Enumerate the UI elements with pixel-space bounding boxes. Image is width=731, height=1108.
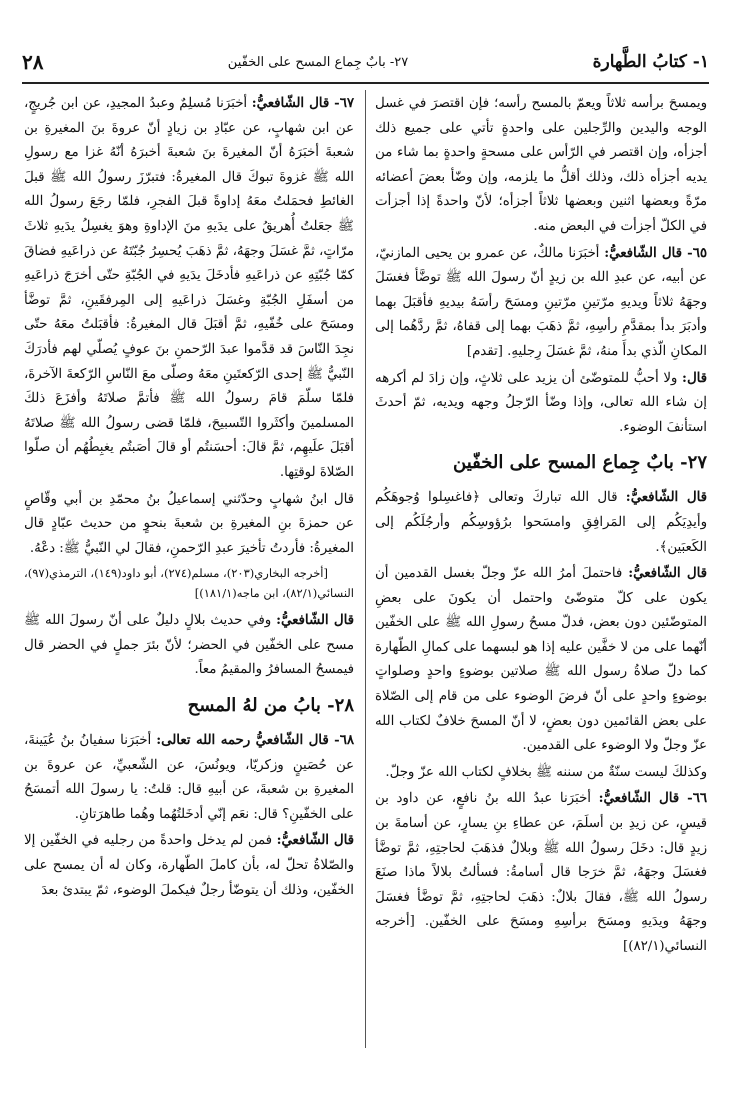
- left-column: [24, 92, 354, 905]
- paragraph-label: قال الشّافعيُّ:: [276, 613, 354, 629]
- hadith-label: ٦٨- قال الشّافعيُّ رحمه الله تعالى:: [156, 733, 354, 749]
- paragraph-text: قال الله تباركَ وتعالى ﴿فاغسِلوا وُجوهَكُم وأيدِيَكُم إلى المَرافِقِ وامسَحوا برُؤوسِكُم وأرجُلَكُم إلى الكَعبَين﴾.: [375, 490, 707, 555]
- paragraph-text: وفي حديث بلالٍ دليلٌ على أنّ رسولَ الله ﷺ مسح على الخفّين في الحضر؛ لأنّ بئرَ جملٍ في الحضر قال فيمسحُ المسافرُ والمقيمُ معاً.: [24, 613, 354, 678]
- paragraph: [375, 486, 707, 560]
- hadith-label: ٦٧- قال الشّافعيُّ:: [251, 96, 354, 111]
- hadith-67: [24, 92, 354, 486]
- paragraph-text: فاحتملَ أمرُ الله عزّ وجلّ بغسل القدمين أن يكون على كلّ متوضّئ واحتمل أن يكونَ على بعضِ المتوضّئين دون بعض، فدلّ مسحُ رسولِ الله ﷺ على الخفّين أنّهما على من لا خفَّين عليه إذا هو لبسهما على كمالِ الطّهارة كما دلّ صلاةُ رسول الله ﷺ صلاتين بوضوءٍ واحدٍ وصلواتٍ بوضوءٍ واحدٍ على أنّ فرضَ الوضوء على من قام إلى الصّلاة على بعض القائمين دون بعضٍ، لا أنّ المسحَ خلافٌ لكتاب الله عزّ وجلّ ولا الوضوء على القدمين.: [375, 566, 707, 754]
- section-28-title: ٢٨- بابُ من لهُ المسح: [187, 695, 354, 717]
- paragraph-text: فمن لم يدخل واحدةً من رجليه في الخفّين إلا والصّلاةُ تحلّ له، بأن كاملَ الطّهارة، وكان له أن يمسح على الخفّين، وذلك أن يتوضّأ رجلٌ فيكملَ الوضوء، ثمّ يبتدئ بعدَ: [24, 833, 354, 898]
- hadith-68: [24, 729, 354, 827]
- paragraph: [375, 367, 707, 441]
- hadith-label: ٦٦- قال الشّافعيُّ:: [598, 791, 707, 807]
- paragraph: [24, 609, 354, 683]
- paragraph-label: قال الشّافعيُّ:: [625, 490, 707, 506]
- paragraph: [24, 829, 354, 903]
- header-rule: [22, 82, 709, 84]
- hadith-65: [375, 242, 707, 365]
- right-column: [375, 92, 707, 962]
- paragraph-label: قال:: [682, 370, 708, 386]
- page-header: [22, 48, 709, 76]
- book-title: ١- كتابُ الطَّهارة: [592, 52, 709, 72]
- paragraph: [375, 562, 707, 759]
- reference-note: [أخرجه البخاري(٢٠٣)، مسلم(٢٧٤)، أبو داود(١٤٩)، الترمذي(٩٧)، النسائي(٨٢/١)، ابن ماجه(١٨١/١)]: [24, 566, 354, 601]
- paragraph-label: قال الشّافعيُّ:: [628, 566, 707, 582]
- hadith-text: أخبَرَنا مالكٌ، عن عمرو بن يحيى المازنيّ، عن أبيه، عن عبدِ الله بن زيدٍ أنّ رسولَ الله ﷺ توضَّأ فغسَلَ وجهَهُ ثلاثاً ويديهِ مرّتينِ مرّتينِ ومسَحَ رأسَهُ بيديهِ فأقبَلَ بهما وأدبَرَ بدأ بمقدَّمِ رأسِهِ، ثمَّ ذهَبَ بهما إلى قفاهُ، ثمَّ ردَّهُما إلى المكانِ الّذي بدأَ منهُ، ثمَّ غسَلَ رِجليهِ. [تقدم]: [375, 245, 707, 359]
- hadith-text: أخبَرَنا سفيانُ بنُ عُيَينةَ، عن حُصَينٍ وزكريّا، ويونُسَ، عن الشّعبيِّ، عن عروةَ بن المغيرةِ بن شعبةَ، عن أبيهِ قال: قلتُ: يا رسولَ الله أتمسَحُ على الخفّينِ؟ قال: نعَم إنّي أدخَلتُهُما وهُما طاهرَتانِ.: [24, 733, 354, 822]
- column-divider: [365, 90, 366, 1048]
- paragraph-text: ولا أحبُّ للمتوضّئ أن يزيد على ثلاثٍ، وإن زادَ لم أكرهه إن شاء الله تعالى، وإذا وضّأ الرّجلُ وجهه ويديه، ثمّ أحدثَ استأنفَ الوضوء.: [375, 370, 707, 435]
- paragraph: قال ابنُ شهابٍ وحدّثني إسماعيلُ بنُ محمّدِ بن أبي وقّاصٍ عن حمزةَ بنِ المغيرةِ بن شعبةَ بنحوٍ من حديث عبّادٍ قال المغيرةُ: فأردتُ تأخيرَ عبدِ الرّحمنِ، فقالَ لي النّبيُّ ﷺ: دعْهُ.: [24, 491, 354, 556]
- hadith-text: أخبَرَنا عبدُ الله بنُ نافعٍ، عن داود بن قيسٍ، عن زيدِ بن أسلَمَ، عن عطاءِ بنِ يسارٍ، عن أسامةَ بن زيدٍ قال: دخَلَ رسولُ الله ﷺ وبلالٌ فذهَبَ لحاجتِهِ، ثمَّ توضَّأ فغسَلَ وجهَهُ، ثمَّ خرَجا قال أسامةُ: فسألتُ بلالاً ماذا صنَعَ رسولُ الله ﷺ، فقالَ بلالٌ: ذهَبَ لحاجتِهِ، ثمَّ توضَّأ فغسَلَ وجهَهُ ويدَيهِ ومسَحَ برأسِهِ ومسَحَ على الخفّين. [أخرجه النسائي(٨٢/١)]: [375, 791, 707, 954]
- section-27-title: ٢٧- بابٌ جِماع المسح على الخفّين: [453, 452, 707, 474]
- chapter-title: ٢٧- بابٌ جِماع المسح على الخفّين: [227, 54, 409, 70]
- page-number: ٢٨: [22, 50, 44, 74]
- paragraph: وكذلكَ ليست سنّةٌ من سننه ﷺ بخلافٍ لكتاب الله عزّ وجلّ.: [385, 764, 707, 780]
- hadith-label: ٦٥- قال الشّافعيُّ:: [604, 245, 707, 261]
- paragraph: ويمسحَ برأسه ثلاثاً ويعمّ بالمسح رأسه؛ فإن اقتصرَ في غسل الوجه واليدين والرِّجلين على واحدةٍ تأتي على جميع ذلك أجزأه، وإن اقتصر في الرّأس على مسحةٍ واحدةٍ بما شاء من يديه أجزأه ذلك، وذلك أقلُّ ما يلزمه، وإن وضّأ بعضَ أعضائه مرّةً وبعضها اثنين وبعضها ثلاثاً أجزأه؛ لأنّ واحدةً إذا أجزأت في الكلّ أجزأت في البعض منه.: [375, 96, 707, 234]
- paragraph-label: قال الشّافعيُّ:: [276, 833, 354, 849]
- hadith-text: أخبَرَنا مُسلِمٌ وعبدُ المجيدِ، عن ابن جُريجٍ، عن ابن شهابٍ، عن عبّادِ بن زيادٍ أنّ عروةَ بنَ المغيرةِ بن شعبةَ أخبَرَهُ أنّ المغيرةَ بنَ شعبةَ أخبرَهُ أنّهُ غزا مع رسولِ الله ﷺ غزوةَ تبوكَ قال المغيرةُ: فتبرّزَ رسولُ الله ﷺ قبلَ الغائطِ فحمَلتُ معَهُ إداوةً قبلَ الفجرِ، فلمّا رجَعَ رسولُ الله ﷺ جعَلتُ أُهريقُ على يدَيهِ منَ الإداوةِ وهوَ يغسِلُ يدَيهِ ثلاثَ مرّاتٍ، ثمَّ غسَلَ وجهَهُ، ثمَّ ذهَبَ يُحسِرُ جُبّتَهُ عن ذراعَيهِ فضاقَ كمّا جُبّتِهِ عن ذراعَيهِ فأدخَلَ يدَيهِ في الجُبّةِ حتّى أخرَجَ ذراعَيهِ من أسفَلِ الجُبّةِ وغسَلَ ذراعَيهِ إلى المِرفقَينِ، ثمَّ توضَّأ ومسَحَ على خُفّيهِ، ثمَّ أقبَلَ قال المغيرةُ: فأقبَلتُ معَهُ حتّى نجِدَ النّاسَ قد قدَّموا عبدَ الرّحمنِ بنَ عوفٍ يُصلّي لهم فأدرَكَ النّبيُّ ﷺ إحدى الرّكعتَينِ معَهُ وصلّى معَ النّاسِ الرّكعةَ الآخرةَ، فلمّا سلّمَ قامَ رسولُ الله ﷺ فأتمَّ صلاتَهُ وأفزَعَ ذلكَ المسلمينَ وأكثَروا التّسبيحَ، فلمّا قضى رسولُ الله ﷺ صلاتَهُ أقبَلَ علَيهِم، ثمَّ قالَ: أحسَنتُم أو قالَ أصَبتُم يغبِطُهُم أن صلّوا الصّلاةَ لوقتِها.: [24, 96, 354, 480]
- hadith-66: [375, 787, 707, 959]
